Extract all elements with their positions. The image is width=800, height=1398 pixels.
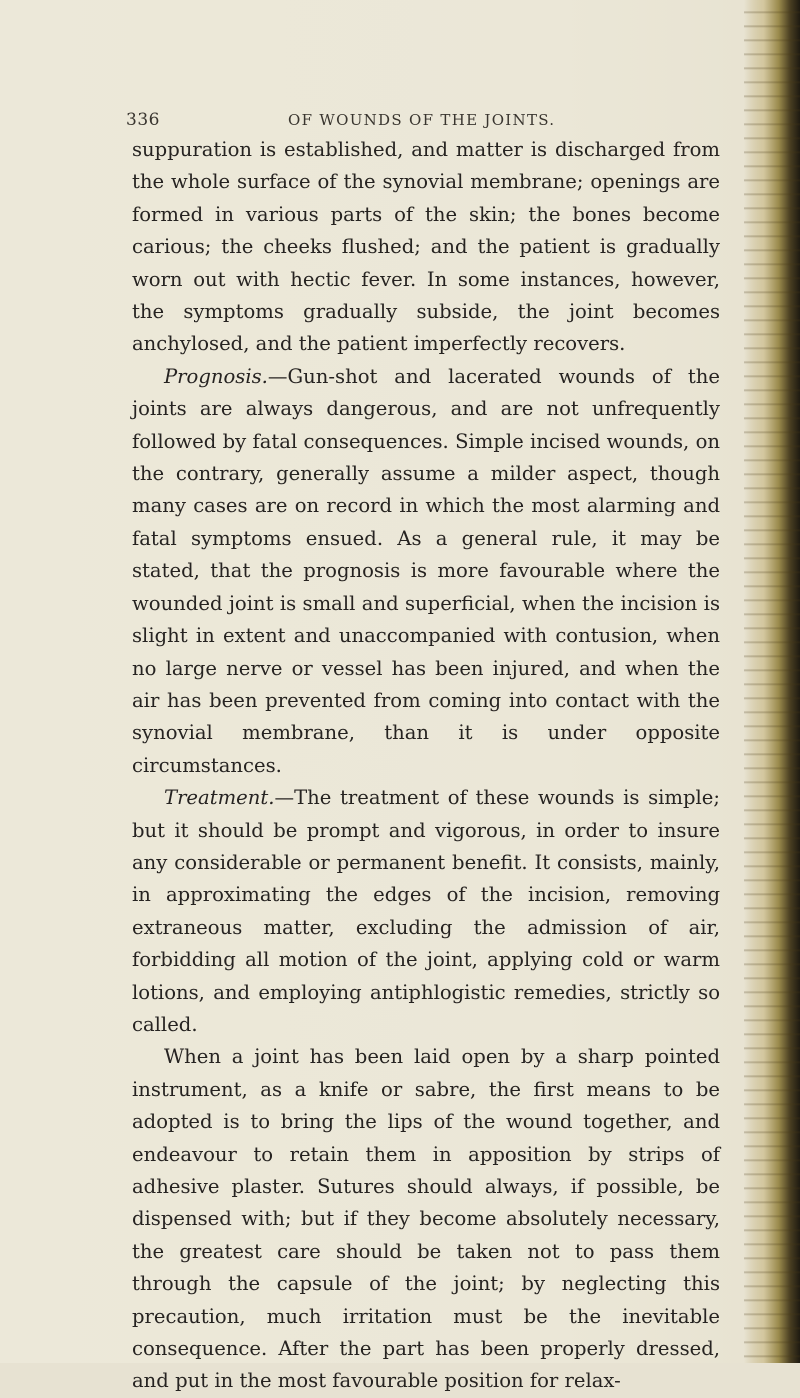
prognosis-heading: Prognosis. (164, 364, 268, 388)
paragraph-suppuration: suppuration is established, and matter is discharged from the whole surface of the synovial membrane; openings are formed in various parts of the skin; the bones become carious; the cheeks flushed; and the patient is gradually worn out with hectic fever. In some instances, however, the symptoms gradually subside, the joint becomes anchylosed, and the patient imperfectly recovers. (132, 138, 720, 356)
prognosis-text: —Gun-shot and lacerated wounds of the joints are always dangerous, and are not unfrequently followed by fatal consequences. Simple incised wounds, on the contrary, generally assume a milder aspect, though many cases are on record in which the most alarming and fatal symptoms ensued. As a general rule, it may be stated, that the prognosis is more favourable where the wounded joint is small and superficial, when the incision is slight in extent and unaccompanied with contusion, when no large nerve or vessel has been injured, and when the air has been prevented from coming into contact with the synovial membrane, than it is under opposite circumstances. (132, 364, 720, 777)
page-number: 336 (126, 110, 160, 130)
paragraph-prognosis (132, 361, 720, 782)
body-text (132, 134, 720, 1398)
page-header (126, 110, 726, 136)
paragraph-treatment (132, 782, 720, 1041)
treatment-heading: Treatment. (164, 786, 275, 810)
running-head: OF WOUNDS OF THE JOINTS. (288, 111, 556, 129)
paragraph-sharp-instrument: When a joint has been laid open by a sharp pointed instrument, as a knife or sabre, the first means to be adopted is to bring the lips of the wound together, and endeavour to retain them in apposition by strips of adhesive plaster. Sutures should always, if possible, be dispensed with; but if they become absolutely necessary, the greatest care should be taken not to pass them through the capsule of the joint; by neglecting this precaution, much irritation must be the inevitable consequence. After the part has been properly dressed, and put in the most favourable position for relax- (132, 1045, 720, 1393)
treatment-text: —The treatment of these wounds is simple; but it should be prompt and vigorous, in order to insure any considerable or permanent benefit. It consists, mainly, in approximating the edges of the incision, removing extraneous matter, excluding the admission of air, forbidding all motion of the joint, applying cold or warm lotions, and employing antiphlogistic remedies, strictly so called. (132, 786, 720, 1036)
page-edge-shadow (744, 0, 800, 1363)
